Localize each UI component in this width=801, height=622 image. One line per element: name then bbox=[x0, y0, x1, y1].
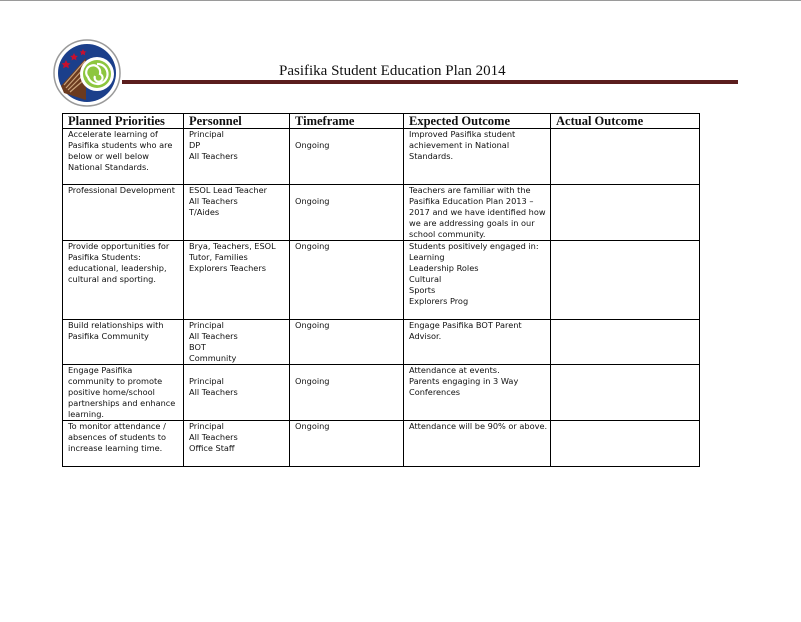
priority-cell: To monitor attendance / absences of students to increase learning time. bbox=[63, 421, 184, 467]
personnel-cell: Principal All Teachers Office Staff bbox=[184, 421, 290, 467]
table-row bbox=[63, 320, 700, 365]
timeframe-cell: Ongoing bbox=[290, 421, 404, 467]
expected-outcome-cell: Engage Pasifika BOT Parent Advisor. bbox=[404, 320, 551, 365]
personnel-cell: ESOL Lead Teacher All Teachers T/Aides bbox=[184, 185, 290, 241]
actual-outcome-cell bbox=[551, 129, 700, 185]
expected-outcome-cell: Teachers are familiar with the Pasifika Education Plan 2013 – 2017 and we have identified how we are addressing goals in our school community. bbox=[404, 185, 551, 241]
school-crest-logo bbox=[52, 38, 122, 108]
table-row bbox=[63, 185, 700, 241]
table-row bbox=[63, 365, 700, 421]
actual-outcome-cell bbox=[551, 320, 700, 365]
personnel-cell: Principal All Teachers BOT Community bbox=[184, 320, 290, 365]
actual-outcome-cell bbox=[551, 185, 700, 241]
personnel-cell: Principal DP All Teachers bbox=[184, 129, 290, 185]
header-personnel: Personnel bbox=[184, 114, 290, 129]
table-row bbox=[63, 129, 700, 185]
header-timeframe: Timeframe bbox=[290, 114, 404, 129]
table-row bbox=[63, 241, 700, 320]
priority-cell: Engage Pasifika community to promote positive home/school partnerships and enhance learning. bbox=[63, 365, 184, 421]
document-title: Pasifika Student Education Plan 2014 bbox=[279, 63, 506, 79]
header-actual-outcome: Actual Outcome bbox=[551, 114, 700, 129]
actual-outcome-cell bbox=[551, 241, 700, 320]
actual-outcome-cell bbox=[551, 421, 700, 467]
priority-cell: Accelerate learning of Pasifika students who are below or well below National Standards. bbox=[63, 129, 184, 185]
timeframe-cell: Ongoing bbox=[290, 241, 404, 320]
priority-cell: Build relationships with Pasifika Community bbox=[63, 320, 184, 365]
header-planned-priorities: Planned Priorities bbox=[63, 114, 184, 129]
table-header-row bbox=[63, 114, 700, 129]
priority-cell: Professional Development bbox=[63, 185, 184, 241]
personnel-cell: Principal All Teachers bbox=[184, 365, 290, 421]
timeframe-cell: Ongoing bbox=[290, 365, 404, 421]
expected-outcome-cell: Improved Pasifika student achievement in National Standards. bbox=[404, 129, 551, 185]
timeframe-cell: Ongoing bbox=[290, 129, 404, 185]
timeframe-cell: Ongoing bbox=[290, 185, 404, 241]
top-border-rule bbox=[0, 0, 801, 1]
personnel-cell: Brya, Teachers, ESOL Tutor, Families Explorers Teachers bbox=[184, 241, 290, 320]
table-row bbox=[63, 421, 700, 467]
education-plan-table bbox=[62, 113, 700, 467]
expected-outcome-cell: Attendance will be 90% or above. bbox=[404, 421, 551, 467]
expected-outcome-cell: Students positively engaged in: Learning Leadership Roles Cultural Sports Explorers Prog bbox=[404, 241, 551, 320]
actual-outcome-cell bbox=[551, 365, 700, 421]
header-expected-outcome: Expected Outcome bbox=[404, 114, 551, 129]
timeframe-cell: Ongoing bbox=[290, 320, 404, 365]
priority-cell: Provide opportunities for Pasifika Students: educational, leadership, cultural and sporting. bbox=[63, 241, 184, 320]
expected-outcome-cell: Attendance at events. Parents engaging in 3 Way Conferences bbox=[404, 365, 551, 421]
title-underline-rule bbox=[122, 80, 738, 84]
